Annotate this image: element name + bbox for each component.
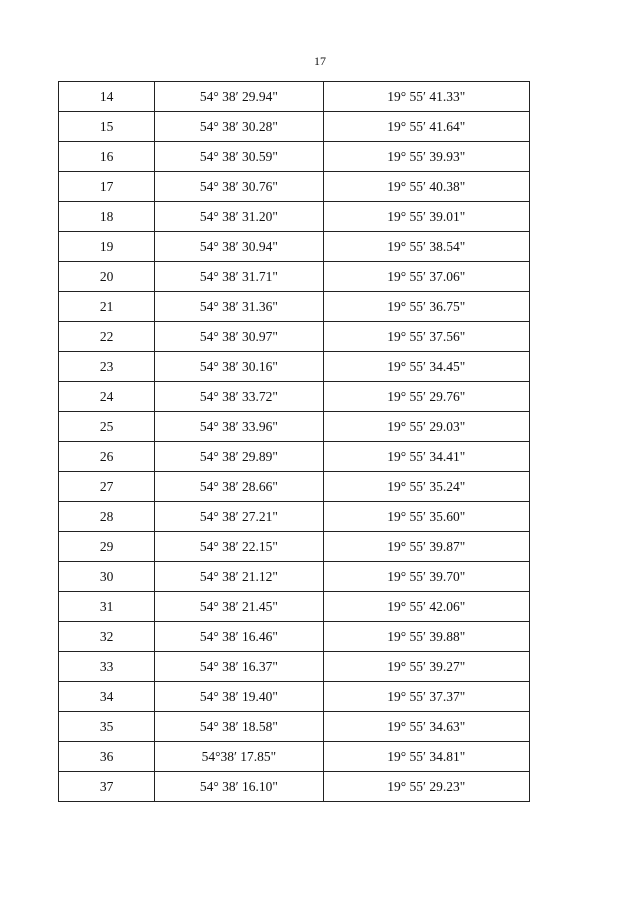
point-number-cell: 30 [59,562,155,592]
point-number-cell: 35 [59,712,155,742]
latitude-cell: 54° 38′ 33.72" [155,382,323,412]
longitude-cell: 19° 55′ 37.37" [323,682,529,712]
latitude-cell: 54° 38′ 30.94" [155,232,323,262]
longitude-cell: 19° 55′ 39.87" [323,532,529,562]
longitude-cell: 19° 55′ 36.75" [323,292,529,322]
longitude-cell: 19° 55′ 34.81" [323,742,529,772]
table-row [59,292,530,322]
point-number-cell: 33 [59,652,155,682]
longitude-cell: 19° 55′ 34.45" [323,352,529,382]
latitude-cell: 54° 38′ 27.21" [155,502,323,532]
longitude-cell: 19° 55′ 42.06" [323,592,529,622]
longitude-cell: 19° 55′ 39.01" [323,202,529,232]
table-row [59,112,530,142]
latitude-cell: 54° 38′ 33.96" [155,412,323,442]
table-row [59,682,530,712]
point-number-cell: 19 [59,232,155,262]
latitude-cell: 54° 38′ 16.10" [155,772,323,802]
point-number-cell: 36 [59,742,155,772]
longitude-cell: 19° 55′ 39.88" [323,622,529,652]
latitude-cell: 54° 38′ 22.15" [155,532,323,562]
latitude-cell: 54° 38′ 29.89" [155,442,323,472]
table-row [59,772,530,802]
longitude-cell: 19° 55′ 41.64" [323,112,529,142]
point-number-cell: 34 [59,682,155,712]
table-row [59,142,530,172]
point-number-cell: 32 [59,622,155,652]
table-row [59,472,530,502]
point-number-cell: 21 [59,292,155,322]
longitude-cell: 19° 55′ 39.27" [323,652,529,682]
latitude-cell: 54° 38′ 31.36" [155,292,323,322]
page-number: 17 [314,54,326,68]
latitude-cell: 54° 38′ 31.71" [155,262,323,292]
table-row [59,82,530,112]
table-row [59,172,530,202]
latitude-cell: 54° 38′ 19.40" [155,682,323,712]
longitude-cell: 19° 55′ 35.60" [323,502,529,532]
point-number-cell: 18 [59,202,155,232]
table-row [59,352,530,382]
longitude-cell: 19° 55′ 29.76" [323,382,529,412]
latitude-cell: 54° 38′ 16.46" [155,622,323,652]
point-number-cell: 17 [59,172,155,202]
latitude-cell: 54° 38′ 29.94" [155,82,323,112]
longitude-cell: 19° 55′ 34.63" [323,712,529,742]
longitude-cell: 19° 55′ 41.33" [323,82,529,112]
table-row [59,382,530,412]
table-row [59,202,530,232]
longitude-cell: 19° 55′ 40.38" [323,172,529,202]
coordinates-table-body [59,82,530,802]
point-number-cell: 22 [59,322,155,352]
latitude-cell: 54° 38′ 30.16" [155,352,323,382]
longitude-cell: 19° 55′ 39.93" [323,142,529,172]
table-row [59,532,530,562]
point-number-cell: 26 [59,442,155,472]
point-number-cell: 20 [59,262,155,292]
longitude-cell: 19° 55′ 29.23" [323,772,529,802]
table-row [59,562,530,592]
table-row [59,742,530,772]
table-row [59,502,530,532]
latitude-cell: 54° 38′ 28.66" [155,472,323,502]
point-number-cell: 14 [59,82,155,112]
table-row [59,652,530,682]
point-number-cell: 28 [59,502,155,532]
point-number-cell: 23 [59,352,155,382]
point-number-cell: 29 [59,532,155,562]
latitude-cell: 54° 38′ 31.20" [155,202,323,232]
longitude-cell: 19° 55′ 29.03" [323,412,529,442]
longitude-cell: 19° 55′ 39.70" [323,562,529,592]
latitude-cell: 54°38′ 17.85" [155,742,323,772]
longitude-cell: 19° 55′ 35.24" [323,472,529,502]
point-number-cell: 25 [59,412,155,442]
point-number-cell: 31 [59,592,155,622]
point-number-cell: 16 [59,142,155,172]
table-row [59,622,530,652]
table-row [59,712,530,742]
latitude-cell: 54° 38′ 18.58" [155,712,323,742]
coordinates-table [58,81,530,802]
table-row [59,262,530,292]
longitude-cell: 19° 55′ 37.56" [323,322,529,352]
table-row [59,412,530,442]
longitude-cell: 19° 55′ 37.06" [323,262,529,292]
latitude-cell: 54° 38′ 21.12" [155,562,323,592]
latitude-cell: 54° 38′ 30.76" [155,172,323,202]
longitude-cell: 19° 55′ 38.54" [323,232,529,262]
latitude-cell: 54° 38′ 30.59" [155,142,323,172]
longitude-cell: 19° 55′ 34.41" [323,442,529,472]
table-row [59,592,530,622]
latitude-cell: 54° 38′ 30.28" [155,112,323,142]
table-row [59,232,530,262]
latitude-cell: 54° 38′ 21.45" [155,592,323,622]
point-number-cell: 27 [59,472,155,502]
point-number-cell: 15 [59,112,155,142]
point-number-cell: 24 [59,382,155,412]
latitude-cell: 54° 38′ 16.37" [155,652,323,682]
table-row [59,442,530,472]
table-row [59,322,530,352]
latitude-cell: 54° 38′ 30.97" [155,322,323,352]
point-number-cell: 37 [59,772,155,802]
